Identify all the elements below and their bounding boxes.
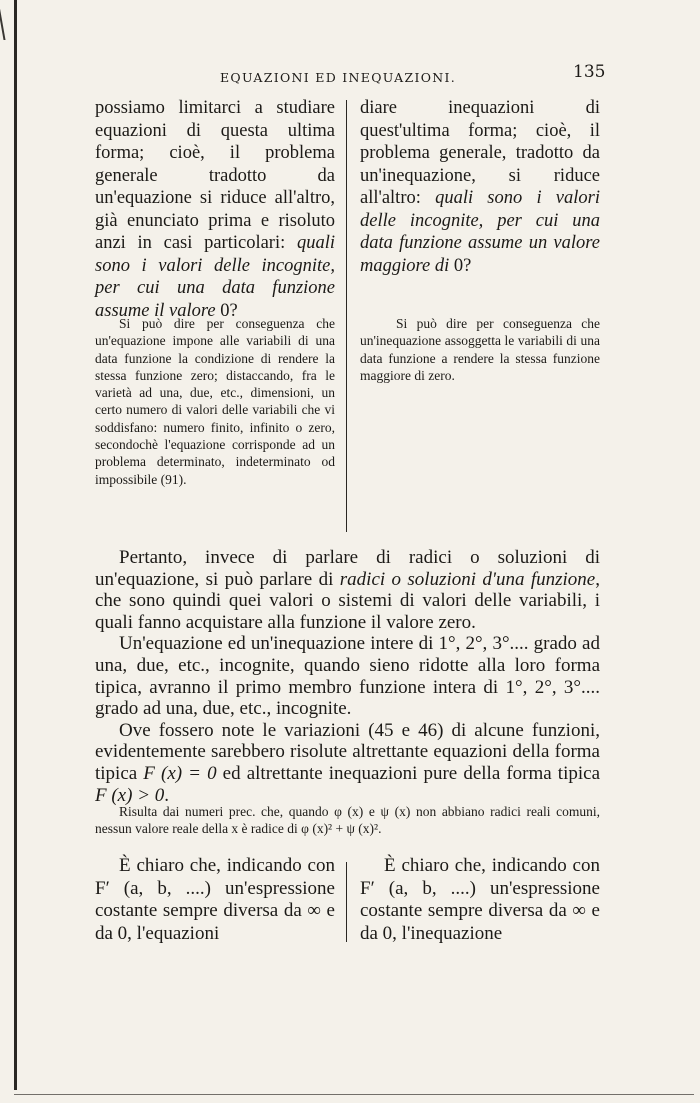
left-column-end: 0? [215,300,238,321]
equation-form: F (x) = 0 [143,762,217,784]
page-bottom-edge [14,1094,694,1095]
right-column-plain: diare inequazioni di quest'ultima forma; cioè, il problema generale, tradotto da un'inequazione, si riduce all'altro: [360,98,600,208]
right-column-italic: quali sono i valori delle incognite, per cui una data funzione assume un valore maggiore di [360,188,600,276]
left-note: Si può dire per conseguenza che un'equazione impone alle variabili di una data funzione la condizione di rendere la stessa funzione zero; distaccando, fra le varietà ad una, due, etc., dimensioni, un certo numero di valori delle variabili che vi soddisfano: numero finito, infinito o zero, secondochè l'equazione corrisponde ad un problema determinato, indeterminato od impossibile (91). [95,316,335,487]
bottom-right-text: È chiaro che, indicando con F′ (a, b, ....) un'espressione costante sempre diversa da ∞ e da 0, l'inequazione [360,855,600,944]
body-paragraph-1: Pertanto, invece di parlare di radici o soluzioni di un'equazione, si può parlare di radici o soluzioni d'una funzione, che sono quindi quei valori o sistemi di valori delle variabili, i quali fanno acquistare alla funzione il valore zero. [95,547,600,633]
left-column-plain: possiamo limitarci a studiare equazioni di questa ultima forma; cioè, il problema generale tradotto da un'equazione si riduce all'altro, già enunciato prima e risoluto anzi in casi particolari: [95,98,335,253]
footnote: Risulta dai numeri prec. che, quando φ (x) e ψ (x) non abbiano radici reali comuni, nessun valore reale della x è radice di φ (x)² + ψ (x)². [95,804,600,836]
body-paragraph-2: Un'equazione ed un'inequazione intere di 1°, 2°, 3°.... grado ad una, due, etc., incognite, quando sieno ridotte alla loro forma tipica, avranno il primo membro funzione intera di 1°, 2°, 3°.... grado ad una, due, etc., incognite. [95,633,600,720]
right-column-text [360,97,600,277]
running-header-title: EQUAZIONI ED INEQUAZIONI. [220,70,457,85]
main-body [95,547,600,806]
inequation-form: F (x) > 0 [95,784,165,806]
right-column-end: 0? [449,255,472,276]
body-paragraph-3: Ove fossero note le variazioni (45 e 46) di alcune funzioni, evidentemente sarebbero risolute altrettante equazioni della forma tipica F (x) = 0 ed altrettante inequazioni pure della forma tipica F (x) > 0. [95,719,601,806]
right-note: Si può dire per conseguenza che un'inequazione assoggetta le variabili di una data funzione a rendere la stessa funzione maggiore di zero. [360,316,600,383]
column-divider-top [346,100,347,532]
page-binding-edge [14,0,17,1090]
left-column-text [95,97,335,322]
bottom-left-text: È chiaro che, indicando con F′ (a, b, ....) un'espressione costante sempre diversa da ∞ e da 0, l'equazioni [95,855,335,944]
page-number: 135 [573,62,606,82]
column-divider-bottom [346,862,347,942]
body-italic-phrase: radici o soluzioni d'una funzione [339,568,596,590]
left-column-italic: quali sono i valori delle incognite, per cui una data funzione assume il valore [95,233,335,321]
